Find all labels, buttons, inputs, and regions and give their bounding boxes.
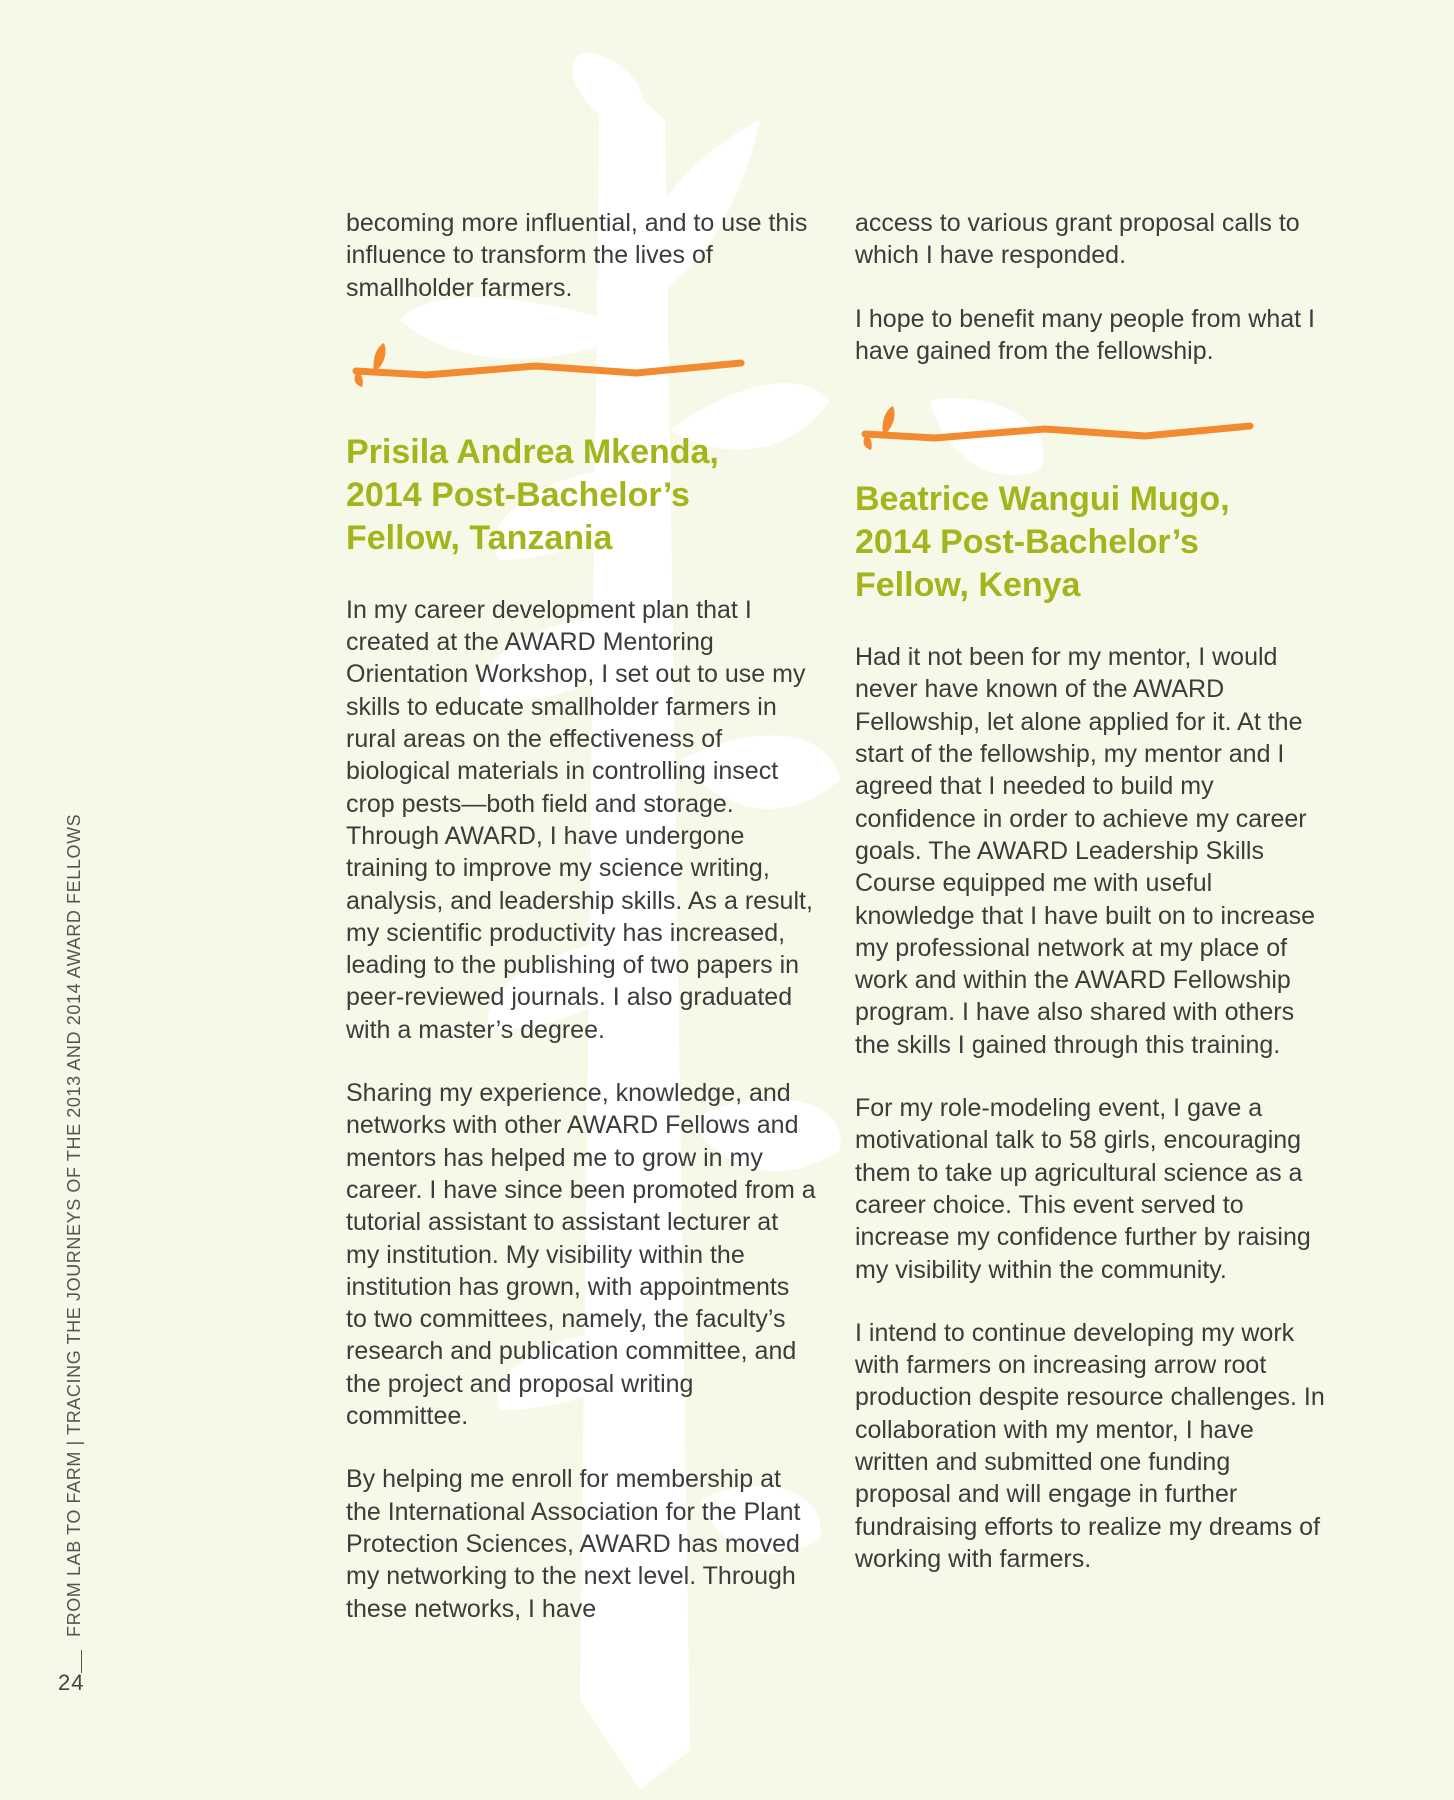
fellow-paragraph: I intend to continue developing my work with farmers on increasing arrow root production despite resource challenges. In collaboration with my mentor, I have written and submitted one funding proposal and will engage in further fundraising efforts to realize my dreams of working with farmers.: [855, 1318, 1325, 1573]
fellow-name-line: Fellow, Tanzania: [346, 518, 613, 557]
fellow-paragraph: By helping me enroll for membership at the International Association for the Plant Protection Sciences, AWARD has moved my networking to the next level. Through these networks, I have: [346, 1465, 801, 1623]
fellow-paragraph: Sharing my experience, knowledge, and networks with other AWARD Fellows and mentors has helped me to grow in my career. I have since been promoted from a tutorial assistant to assistant lecturer at my institution. My visibility within the institution has grown, with appointments to two committees, namely, the faculty’s research and publication committee, and the project and proposal writing committee.: [346, 1079, 816, 1431]
right-intro-paragraph: I hope to benefit many people from what I have gained from the fellowship.: [855, 304, 1315, 365]
vine-divider-icon: [855, 398, 1275, 458]
fellow-paragraph: For my role-modeling event, I gave a motivational talk to 58 girls, encouraging them to take up agricultural science as a career choice. This event served to increase my confidence further by raising my visibility within the community.: [855, 1094, 1311, 1284]
right-column: [855, 207, 1325, 1606]
right-intro-paragraph: access to various grant proposal calls to which I have responded.: [855, 209, 1300, 270]
left-intro-paragraph: becoming more influential, and to use this influence to transform the lives of smallholder farmers.: [346, 209, 808, 302]
fellow-name-line: Fellow, Kenya: [855, 566, 1081, 605]
fellow-paragraph: Had it not been for my mentor, I would never have known of the AWARD Fellowship, let alone applied for it. At the start of the fellowship, my mentor and I agreed that I needed to build my confidence in order to achieve my career goals. The AWARD Leadership Skills Course equipped me with useful knowledge that I have built on to increase my professional network at my place of work and within the AWARD Fellowship program. I have also shared with others the skills I gained through this training.: [855, 643, 1316, 1059]
fellow-name-heading: [855, 478, 1325, 607]
left-column: [346, 207, 816, 1656]
fellow-paragraph: In my career development plan that I created at the AWARD Mentoring Orientation Workshop, I set out to use my skills to educate smallholder farmers in rural areas on the effectiveness of biological materials in controlling insect crop pests—both field and storage. Through AWARD, I have undergone training to improve my science writing, analysis, and leadership skills. As a result, my scientific productivity has increased, leading to the publishing of two papers in peer-reviewed journals. I also graduated with a master’s degree.: [346, 595, 813, 1044]
fellow-name-line: 2014 Post-Bachelor’s: [346, 475, 690, 514]
fellow-name-heading: [346, 431, 816, 560]
page-number: 24: [58, 1670, 85, 1695]
fellow-name-line: Beatrice Wangui Mugo,: [855, 480, 1230, 519]
fellow-name-line: Prisila Andrea Mkenda,: [346, 432, 719, 471]
running-header-vertical: FROM LAB TO FARM | TRACING THE JOURNEYS OF THE 2013 AND 2014 AWARD FELLOWS: [64, 813, 84, 1637]
fellow-name-line: 2014 Post-Bachelor’s: [855, 523, 1199, 562]
vine-divider-icon: [346, 335, 766, 395]
